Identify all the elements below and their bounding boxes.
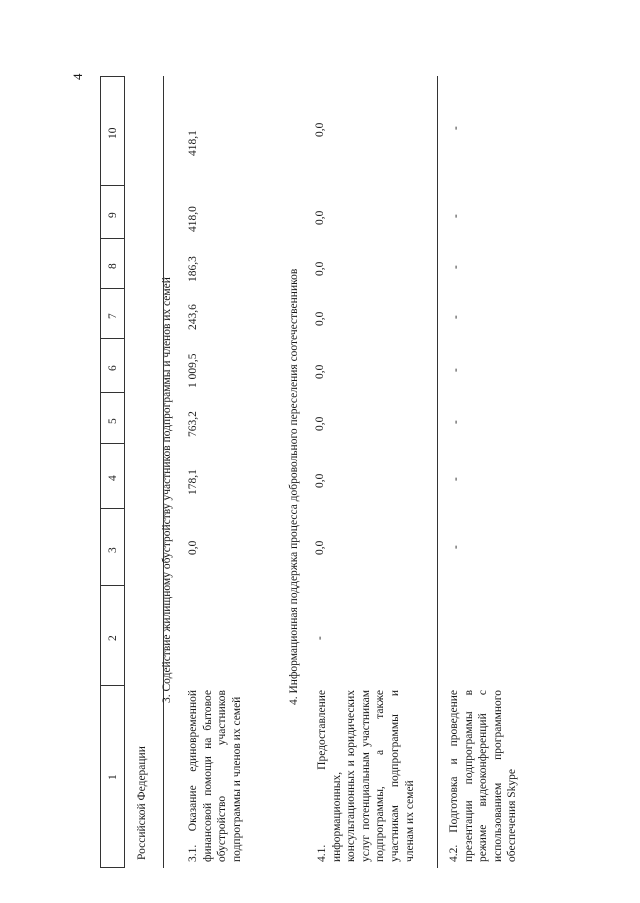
header-col-10: 10 [107, 127, 119, 139]
row-4-1-col9: 0,0 [314, 210, 326, 225]
header-col-2: 2 [107, 635, 119, 641]
row-4-2-name: 4.2. Подготовка и проведение презентации подпрограммы в режиме видеоконференций с использованием программного обеспечения Skype [448, 690, 519, 862]
row-3-1-col4: 178,1 [187, 469, 199, 495]
section3-title: 3. Содействие жилищному обустройству участников подпрограммы и членов их семей [161, 277, 173, 703]
header-col-5: 5 [107, 418, 119, 424]
page-number [70, 74, 86, 81]
row-4-1-col3: 0,0 [314, 540, 326, 555]
header-col-8: 8 [107, 263, 119, 269]
col-sep-3-4 [100, 508, 125, 509]
row-4-2-col3: - [450, 545, 462, 549]
row-4-1-col2: - [314, 636, 326, 640]
row-4-2-col9: - [450, 214, 462, 218]
table-left-border [100, 76, 125, 77]
row-4-1-name: 4.1. Предоставление информационных, консультационных и юридических услуг потенциальным участникам подпрограммы, а также участникам подпрограммы и членам их семей [316, 690, 416, 862]
row-3-1-col10: 418,1 [187, 130, 199, 156]
col-sep-9-10 [100, 185, 125, 186]
header-col-4: 4 [107, 475, 119, 481]
header-col-6: 6 [107, 365, 119, 371]
row-3-1-col5: 763,2 [187, 411, 199, 437]
row-4-2-col6: - [450, 368, 462, 372]
table-top-border [100, 76, 101, 868]
section4-title: 4. Информационная поддержка процесса добровольного переселения соотечественников [288, 268, 300, 705]
row-4-1-col5: 0,0 [314, 416, 326, 431]
row-4-2-col10: - [450, 126, 462, 130]
col-sep-6-7 [100, 338, 125, 339]
col-sep-2-3 [100, 585, 125, 586]
row-3-1-col3: 0,0 [187, 540, 199, 555]
header-col-9: 9 [107, 212, 119, 218]
row-4-1-col7: 0,0 [314, 311, 326, 326]
row-3-1-name: 3.1. Оказание единовременной финансовой помощи на бытовое обустройство участников подпрограммы и членов их семей [187, 690, 243, 862]
page-number-text: 4 [70, 73, 85, 80]
row-4-1-col8: 0,0 [314, 261, 326, 276]
row-3-1-col7: 243,6 [187, 304, 199, 330]
row-4-2-col5: - [450, 420, 462, 424]
row-sep-4-1 [437, 76, 438, 868]
row-4-2-col8: - [450, 265, 462, 269]
row-4-1-col10: 0,0 [314, 122, 326, 137]
row-4-1-col4: 0,0 [314, 473, 326, 488]
row-4-2-col7: - [450, 315, 462, 319]
header-col-1: 1 [107, 774, 119, 780]
row-4-1-col6: 0,0 [314, 364, 326, 379]
col-sep-7-8 [100, 288, 125, 289]
col-sep-1-2 [100, 685, 125, 686]
row-4-2-col4: - [450, 477, 462, 481]
col-sep-5-6 [100, 392, 125, 393]
header-row-border [124, 76, 125, 868]
table-right-border [100, 867, 125, 868]
row-3-1-col8: 186,3 [187, 256, 199, 282]
region-label: Российской Федерации [136, 746, 148, 860]
col-sep-8-9 [100, 238, 125, 239]
header-col-3: 3 [107, 547, 119, 553]
col-sep-4-5 [100, 443, 125, 444]
header-col-7: 7 [107, 313, 119, 319]
row-3-1-col6: 1 009,5 [187, 353, 199, 388]
row-3-1-col9: 418,0 [187, 206, 199, 232]
